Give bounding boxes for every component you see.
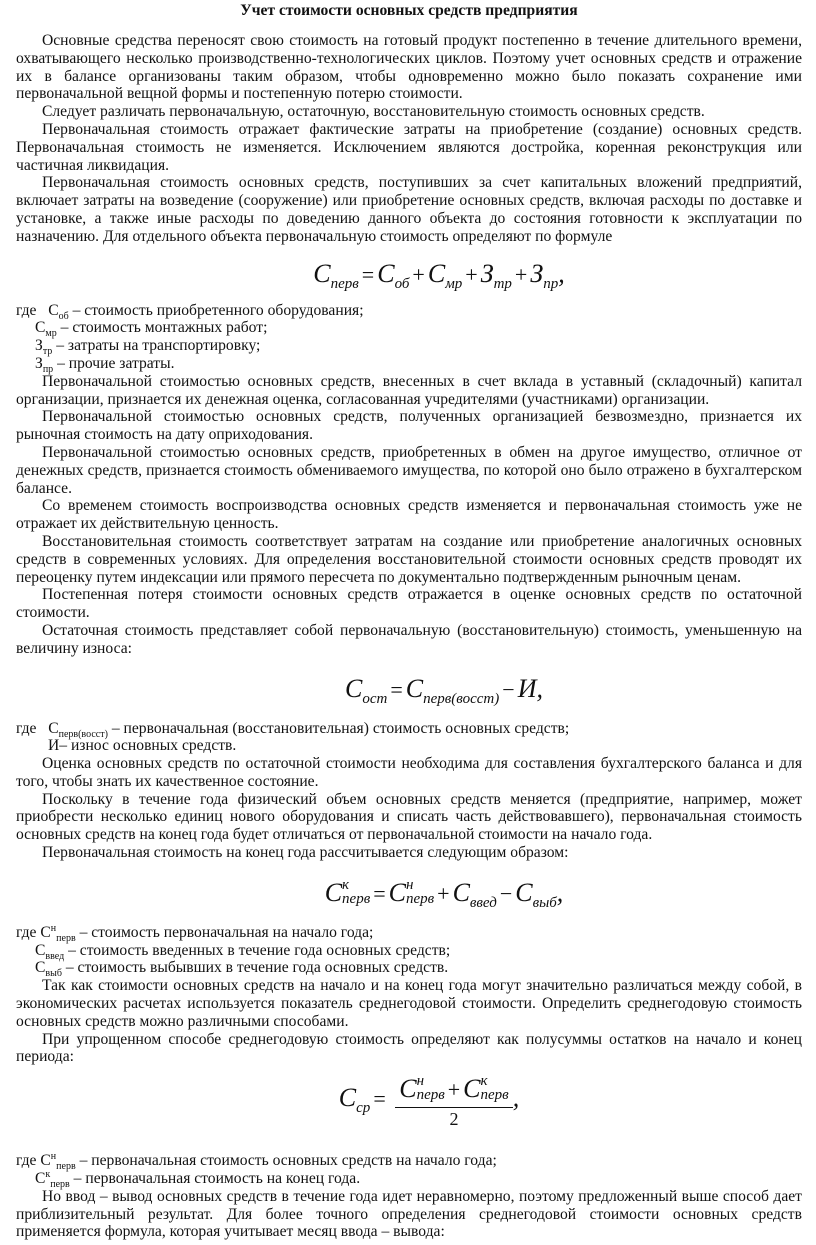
paragraph: При упрощенном способе среднегодовую стоимость определяют как полусуммы остатков на начало и конец периода: [16, 1030, 802, 1066]
formula-definitions [16, 1151, 802, 1191]
paragraph: Так как стоимости основных средств на начало и на конец года могут значительно различаться между собой, в экономических расчетах используется показатель среднегодовой стоимости. Определить среднегодовую стоимость основных средств можно различными способами. [16, 977, 802, 1030]
formula-definitions [16, 922, 802, 980]
definition-line: $С_{мр}$ – стоимость монтажных работ; [35, 319, 268, 340]
paragraph: Первоначальной стоимостью основных средств, приобретенных в обмен на другое имущество, отличное от денежных средств, признается стоимость обмениваемого имущества, по которой оно было отражено в бухгалтерском балансе. [16, 443, 802, 497]
definition-line: И– износ основных средств. [48, 737, 237, 755]
definition-line: где $С_{об}$ – стоимость приобретенного оборудования; [16, 301, 364, 322]
paragraph: Постепенная потеря стоимости основных средств отражается в оценке основных средств по остаточной стоимости. [16, 586, 802, 622]
paragraph: Следует различать первоначальную, остаточную, восстановительную стоимость основных средств. [42, 103, 705, 121]
definition-line: $З_{тр}$ – затраты на транспортировку; [35, 337, 261, 358]
formula-residual-cost: $C_{ост} = C_{перв(восст)} - И$, [345, 673, 543, 707]
paragraph: Первоначальной стоимостью основных средств, внесенных в счет вклада в уставный (складочный) капитал организации, признается их денежная оценка, согласованная учредителями (участниками) организации. [16, 372, 802, 408]
paragraph: Оценка основных средств по остаточной стоимости необходима для составления бухгалтерского баланса и для того, чтобы знать их качественное состояние. [16, 755, 802, 790]
paragraph: Первоначальной стоимостью основных средств, полученных организацией безвозмездно, признается их рыночная стоимость на дату оприходования. [16, 408, 802, 444]
definition-line: $С_{выб}$ – стоимость выбывших в течение года основных средств. [35, 959, 449, 980]
document-title: Учет стоимости основных средств предприятия [240, 2, 578, 19]
paragraph: Поскольку в течение года физический объем основных средств меняется (предприятие, например, может приобрести несколько единиц нового оборудования и списать часть действовавшего), первоначальная стоимость основных средств на конец года будет отличаться от первоначальной стоимости на начало года. [16, 790, 802, 844]
definition-line: $С_{введ}$ – стоимость введенных в течение года основных средств; [35, 941, 451, 962]
paragraph: Первоначальная стоимость отражает фактические затраты на приобретение (создание) основных средств. Первоначальная стоимость не изменяется. Исключением являются достройка, коренная реконструкция или частичная ликвидация. [16, 120, 802, 174]
paragraph: Первоначальная стоимость основных средств, поступивших за счет капитальных вложений предприятий, включает затраты на возведение (сооружение) или приобретение основных средств, включая расходы по доставке и установке, а также иные расходы по доведению данного объекта до состояния готовности к эксплуатации по назначению. Для отдельного объекта первоначальную стоимость определяют по формуле [16, 174, 802, 245]
paragraph: Основные средства переносят свою стоимость на готовый продукт постепенно в течение длительного времени, охватывающего несколько производственно-технологических циклов. Поэтому учет основных средств и отражение их в балансе организованы таким образом, чтобы одновременно можно было показать сохранение ими первоначальной вещной формы и постепенную потерю стоимости. [16, 32, 802, 103]
formula-definitions [16, 301, 802, 376]
paragraph: Со временем стоимость воспроизводства основных средств изменяется и первоначальная стоимость уже не отражает их действительную ценность. [16, 497, 802, 533]
formula-initial-cost: $C_{перв} = C_{об} + C_{мр} + З_{тр} + З_{пр}$, [313, 258, 565, 292]
formula-year-end-cost: C к перв = C н перв + $C_{введ} - C_{выб}$, [324, 876, 564, 911]
paragraph: Первоначальная стоимость на конец года рассчитывается следующим образом: [42, 844, 569, 862]
definition-line: $С^к_{перв}$ – первоначальная стоимость на конец года. [35, 1168, 361, 1191]
paragraph: Но ввод – вывод основных средств в течение года идет неравномерно, поэтому предложенный выше способ дает приблизительный результат. Для более точного определения среднегодовой стоимости основных средств применяется формула, которая учитывает месяц ввода – вывода: [16, 1187, 802, 1241]
formula-definitions [16, 720, 802, 756]
paragraph: Восстановительная стоимость соответствует затратам на создание или приобретение аналогичных основных средств в современных условиях. Для определения восстановительной стоимости основных средств проводят их переоценку путем индексации или прямого пересчета по документально подтвержденным рыночным ценам. [16, 532, 802, 586]
formula-average-cost: $C_{ср}$ = C н перв + C к перв 2 , [338, 1073, 520, 1130]
definition-line: где $С_{перв(восст)}$ – первоначальная (восстановительная) стоимость основных средств; [16, 719, 570, 740]
definition-line: $З_{пр}$ – прочие затраты. [35, 354, 175, 376]
definition-line: где $С^н_{перв}$ – первоначальная стоимость основных средств на начало года; [16, 1151, 497, 1173]
paragraph: Остаточная стоимость представляет собой первоначальную (восстановительную) стоимость, уменьшенную на величину износа: [16, 621, 802, 657]
definition-line: где $С^н_{перв}$ – стоимость первоначальная на начало года; [16, 922, 374, 944]
